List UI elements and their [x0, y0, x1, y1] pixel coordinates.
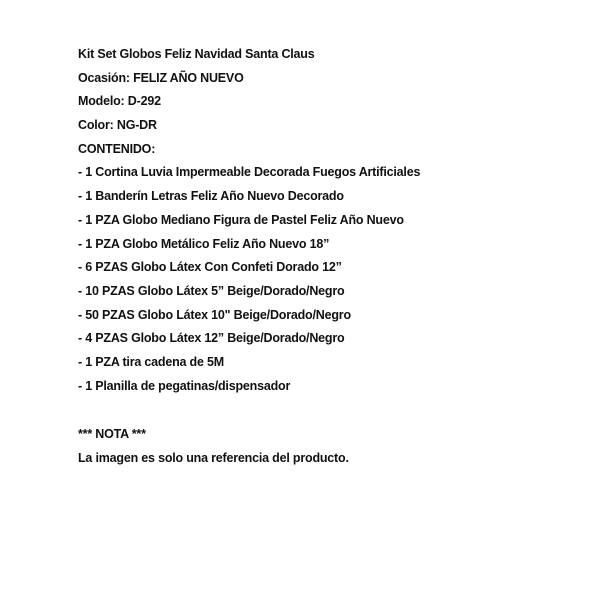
- list-item: - 50 PZAS Globo Látex 10" Beige/Dorado/Negro: [78, 307, 351, 322]
- list-item: - 1 Banderín Letras Feliz Año Nuevo Decorado: [78, 189, 344, 204]
- product-description: [78, 45, 420, 473]
- list-item: - 10 PZAS Globo Látex 5” Beige/Dorado/Negro: [78, 283, 345, 298]
- list-item: - 4 PZAS Globo Látex 12” Beige/Dorado/Negro: [78, 331, 345, 346]
- note-heading: *** NOTA ***: [78, 427, 146, 442]
- model: Modelo: D-292: [78, 94, 161, 109]
- contents-heading: CONTENIDO:: [78, 141, 156, 156]
- list-item: - 1 PZA Globo Metálico Feliz Año Nuevo 18”: [78, 236, 330, 251]
- spacer: [78, 400, 420, 425]
- list-item: - 1 Planilla de pegatinas/dispensador: [78, 378, 291, 393]
- occasion: Ocasión: FELIZ AÑO NUEVO: [78, 70, 244, 85]
- note-text: La imagen es solo una referencia del producto.: [78, 451, 349, 465]
- list-item: - 1 PZA Globo Mediano Figura de Pastel Feliz Año Nuevo: [78, 212, 404, 227]
- color: Color: NG-DR: [78, 118, 157, 133]
- list-item: - 1 PZA tira cadena de 5M: [78, 354, 224, 369]
- product-title: Kit Set Globos Feliz Navidad Santa Claus: [78, 47, 315, 61]
- list-item: - 1 Cortina Luvia Impermeable Decorada Fuegos Artificiales: [78, 165, 421, 180]
- list-item: - 6 PZAS Globo Látex Con Confeti Dorado 12”: [78, 260, 342, 275]
